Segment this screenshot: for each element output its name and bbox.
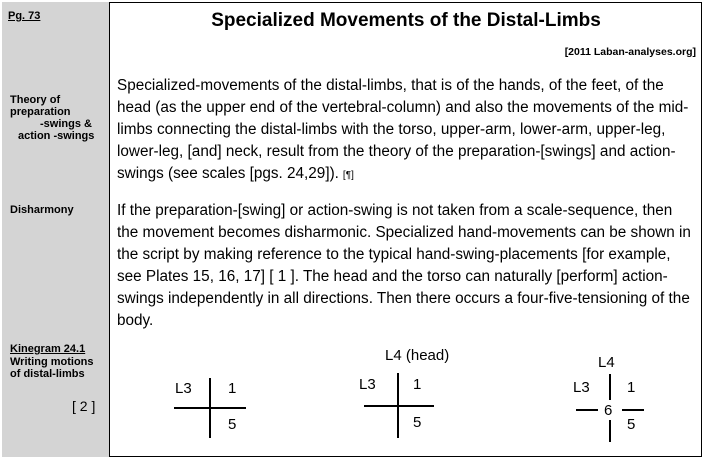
fig3-center-label: 6 [604, 402, 613, 419]
fig3-bottom-label: 5 [627, 416, 636, 433]
fig1-left-label: L3 [175, 380, 192, 397]
sidebar [2, 2, 110, 457]
kinegram-figure-2 [350, 368, 460, 448]
ref-note: [ 2 ] [72, 398, 96, 414]
kinegram-figure-1 [160, 370, 260, 450]
fig3-top-label: L4 [598, 354, 615, 371]
kinegram-title[interactable]: Kinegram 24.1 [10, 343, 86, 355]
label-disharmony: Disharmony [10, 204, 74, 216]
fig1-right-label: 1 [228, 380, 237, 397]
page-ref[interactable]: Pg. 73 [8, 10, 41, 22]
fig3-left-label: L3 [573, 379, 590, 396]
fig2-bottom-label: 5 [413, 414, 422, 431]
fig2-right-label: 1 [413, 376, 422, 393]
kinegram-figure-2-title: L4 (head) [385, 347, 450, 364]
kinegram-subtitle: Writing motions of distal-limbs [10, 356, 94, 380]
credit-line: [2011 Laban-analyses.org] [564, 46, 696, 58]
paragraph-disharmony: If the preparation-[swing] or action-swing is not taken from a scale-sequence, then the movement becomes disharmonic. Specialized hand-movements can be shown in the script by making reference to the typical hand-swing-placements [for example, see Plates 15, 16, 17] [ 1 ]. The head and the torso can naturally [perform] action-swings independently in all directions. Then there occurs a four-five-tensioning of the body. [117, 202, 691, 329]
fig2-left-label: L3 [359, 376, 376, 393]
paragraph-theory-text: Specialized-movements of the distal-limbs, that is of the hands, of the feet, of the head (as the upper end of the vertebral-column) and also the movements of the mid-limbs connecting the distal-limbs with the torso, upper-arm, lower-arm, upper-leg, lower-leg, [and] neck, result from the theory of the preparation-[swings] and action-swings (see scales [pgs. 24,29]). [117, 77, 689, 182]
pilcrow-mark: [¶] [342, 170, 354, 181]
fig1-bottom-label: 5 [228, 416, 237, 433]
kinegram-figure-3 [560, 352, 670, 452]
page-title: Specialized Movements of the Distal-Limbs [211, 10, 601, 31]
paragraph-theory [117, 75, 697, 187]
staff-cross-3 [560, 352, 670, 452]
label-theory: Theory of preparation -swings & action -swings [10, 94, 95, 142]
fig3-right-label: 1 [627, 379, 636, 396]
